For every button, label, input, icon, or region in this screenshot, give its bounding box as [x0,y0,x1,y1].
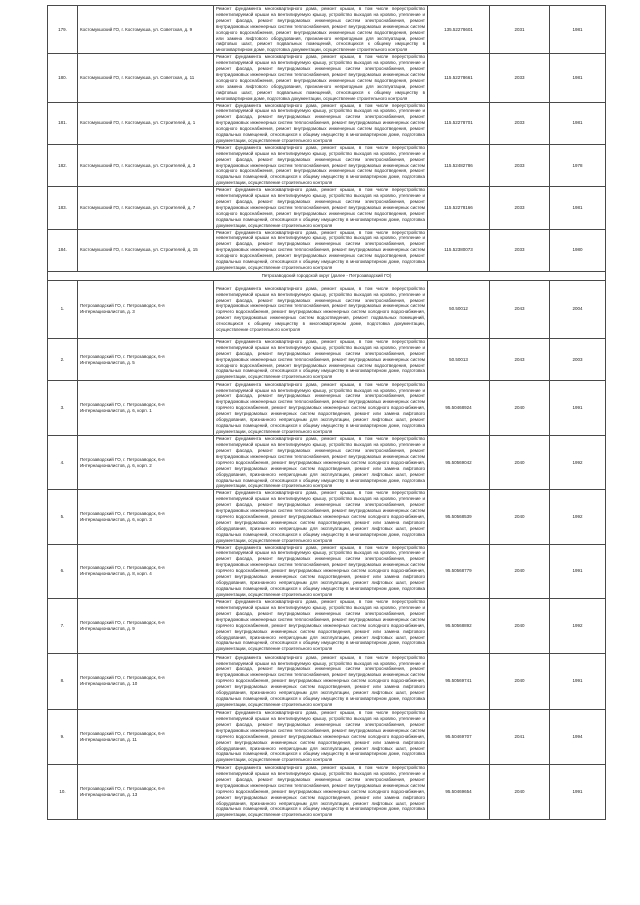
row-plan-year: 2040 [490,381,550,436]
row-built-year: 1981 [550,102,606,144]
row-number: 180. [48,54,78,102]
row-address: Костомукшский ГО, г. Костомукша, ул. Строителей, д. 1 [78,102,214,144]
row-address: Костомукшский ГО, г. Костомукша, ул. Строителей, д. 3 [78,144,214,186]
row-built-year: 1992 [550,598,606,653]
row-works: Ремонт фундамента многоквартирного дома, ремонт крыши, в том числе переустройство невентилируемой крыши на вентилируемую крышу, устройство выходов на кровлю, утепление и ремонт фасада, ремонт внутридомовых инженерных систем электроснабжения, ремонт внутридомовых инженерных систем теплоснабжения, ремонт внутридомовых инженерных систем холодного водоснабжения, ремонт внутридомовых инженерных систем водоотведения, ремонт подвальных помещений, относящихся к общему имуществу в многоквартирном доме, подготовка документации, осуществление строительного контроля [214,144,428,186]
row-number: 4. [48,436,78,490]
row-address: Петрозаводский ГО, г. Петрозаводск, 6-я Интернационалистов, д. 3 [78,280,214,338]
row-address: Петрозаводский ГО, г. Петрозаводск, 6-я Интернационалистов, д. 11 [78,709,214,764]
row-area: 115.52278701 [428,102,490,144]
row-works: Ремонт фундамента многоквартирного дома, ремонт крыши, в том числе переустройство невентилируемой крыши на вентилируемую крышу, устройство выходов на кровлю, утепление и ремонт фасада, ремонт внутридомовых инженерных систем электроснабжения, ремонт внутридомовых инженерных систем теплоснабжения, ремонт внутридомовых инженерных систем горячего водоснабжения, ремонт внутридомовых инженерных систем холодного водоснабжения, ремонт внутридомовых инженерных систем водоотведения, ремонт или замена лифтового оборудования, признанного непригодным для эксплуатации, ремонт лифтовых шахт, ремонт подвальных помещений, относящихся к общему имуществу в многоквартирном доме, подготовка документации, осуществление строительного контроля [214,381,428,436]
table-row [48,338,606,380]
row-works: Ремонт фундамента многоквартирного дома, ремонт крыши, в том числе переустройство невентилируемой крыши на вентилируемую крышу, устройство выходов на кровлю, утепление и ремонт фасада, ремонт внутридомовых инженерных систем электроснабжения, ремонт внутридомовых инженерных систем теплоснабжения, ремонт внутридомовых инженерных систем холодного водоснабжения, ремонт внутридомовых инженерных систем водоотведения, ремонт подвальных помещений, относящихся к общему имуществу в многоквартирном доме, подготовка документации, осуществление строительного контроля [214,102,428,144]
row-works: Ремонт фундамента многоквартирного дома, ремонт крыши, в том числе переустройство невентилируемой крыши на вентилируемую крышу, устройство выходов на кровлю, утепление и ремонт фасада, ремонт внутридомовых инженерных систем электроснабжения, ремонт внутридомовых инженерных систем теплоснабжения, ремонт внутридомовых инженерных систем холодного водоснабжения, ремонт внутридомовых инженерных систем водоотведения, ремонт подвальных помещений, относящихся к общему имуществу в многоквартирном доме, подготовка документации, осуществление строительного контроля [214,229,428,271]
row-area: 115.52278166 [428,187,490,229]
row-area: 50.50013 [428,338,490,380]
table-row [48,54,606,102]
row-works: Ремонт фундамента многоквартирного дома, ремонт крыши, в том числе переустройство невентилируемой крыши на вентилируемую крышу, устройство выходов на кровлю, утепление и ремонт фасада, ремонт внутридомовых инженерных систем электроснабжения, ремонт внутридомовых инженерных систем теплоснабжения, ремонт внутридомовых инженерных систем горячего водоснабжения, ремонт внутридомовых инженерных систем холодного водоснабжения, ремонт внутридомовых инженерных систем водоотведения, ремонт или замена лифтового оборудования, признанного непригодным для эксплуатации, ремонт лифтовых шахт, ремонт подвальных помещений, относящихся к общему имуществу в многоквартирном доме, подготовка документации, осуществление строительного контроля [214,653,428,709]
row-address: Костомукшский ГО, г. Костомукша, ул. Строителей, д. 15 [78,229,214,271]
row-address: Петрозаводский ГО, г. Петрозаводск, 6-я Интернационалистов, д. 10 [78,653,214,709]
row-plan-year: 2031 [490,6,550,54]
row-plan-year: 2040 [490,490,550,544]
row-area: 95.50469707 [428,709,490,764]
row-works: Ремонт фундамента многоквартирного дома, ремонт крыши, в том числе переустройство невентилируемой крыши на вентилируемую крышу, устройство выходов на кровлю, утепление и ремонт фасада, ремонт внутридомовых инженерных систем электроснабжения, ремонт внутридомовых инженерных систем теплоснабжения, ремонт внутридомовых инженерных систем горячего водоснабжения, ремонт внутридомовых инженерных систем холодного водоснабжения, ремонт внутридомовых инженерных систем водоотведения, ремонт или замена лифтового оборудования, признанного непригодным для эксплуатации, ремонт лифтовых шахт, ремонт подвальных помещений, относящихся к общему имуществу в многоквартирном доме, подготовка документации, осуществление строительного контроля [214,598,428,653]
row-built-year: 1981 [550,187,606,229]
table-row [48,280,606,338]
row-area: 135.52278601 [428,6,490,54]
row-area: 95.50468924 [428,381,490,436]
table-row [48,544,606,598]
row-area: 95.50569741 [428,653,490,709]
table-row [48,764,606,819]
table-row [48,144,606,186]
table-body-petrozavodsk [48,280,606,819]
table-row [48,598,606,653]
row-address: Петрозаводский ГО, г. Петрозаводск, 6-я Интернационалистов, д. 9 [78,598,214,653]
row-built-year: 1991 [550,381,606,436]
row-works: Ремонт фундамента многоквартирного дома, ремонт крыши, в том числе переустройство невентилируемой крыши на вентилируемую крышу, устройство выходов на кровлю, утепление и ремонт фасада, ремонт внутридомовых инженерных систем электроснабжения, ремонт внутридомовых инженерных систем теплоснабжения, ремонт внутридомовых инженерных систем холодного водоснабжения, ремонт внутридомовых инженерных систем водоотведения, ремонт подвальных помещений, относящихся к общему имуществу в многоквартирном доме, подготовка документации, осуществление строительного контроля [214,187,428,229]
row-plan-year: 2033 [490,102,550,144]
row-built-year: 1991 [550,544,606,598]
table-row [48,187,606,229]
row-works: Ремонт фундамента многоквартирного дома, ремонт крыши, в том числе переустройство невентилируемой крыши на вентилируемую крышу, устройство выходов на кровлю, утепление и ремонт фасада, ремонт внутридомовых инженерных систем электроснабжения, ремонт внутридомовых инженерных систем теплоснабжения, ремонт внутридомовых инженерных систем горячего водоснабжения, ремонт внутридомовых инженерных систем холодного водоснабжения, ремонт внутридомовых инженерных систем водоотведения, ремонт или замена лифтового оборудования, признанного непригодным для эксплуатации, ремонт лифтовых шахт, ремонт подвальных помещений, относящихся к общему имуществу в многоквартирном доме, подготовка документации, осуществление строительного контроля [214,764,428,819]
row-plan-year: 2033 [490,229,550,271]
row-plan-year: 2033 [490,144,550,186]
row-works: Ремонт фундамента многоквартирного дома, ремонт крыши, в том числе переустройство невентилируемой крыши на вентилируемую крышу, устройство выходов на кровлю, утепление и ремонт фасада, ремонт внутридомовых инженерных систем электроснабжения, ремонт внутридомовых инженерных систем теплоснабжения, ремонт внутридомовых инженерных систем холодного водоснабжения, ремонт внутридомовых инженерных систем водоотведения, ремонт или замена лифтового оборудования, признанного непригодным для эксплуатации, ремонт лифтовых шахт, ремонт подвальных помещений, относящихся к общему имуществу в многоквартирном доме, подготовка документации, осуществление строительного контроля [214,6,428,54]
row-area: 95.50469654 [428,764,490,819]
section-title: Петрозаводский городской округ (далее - Петрозаводский ГО) [48,271,606,280]
row-address: Петрозаводский ГО, г. Петрозаводск, 6-я Интернационалистов, д. 5 [78,338,214,380]
row-number: 8. [48,653,78,709]
row-built-year: 1994 [550,709,606,764]
row-built-year: 2003 [550,338,606,380]
row-plan-year: 2043 [490,338,550,380]
row-built-year: 1981 [550,54,606,102]
row-number: 3. [48,381,78,436]
row-works: Ремонт фундамента многоквартирного дома, ремонт крыши, в том числе переустройство невентилируемой крыши на вентилируемую крышу, устройство выходов на кровлю, утепление и ремонт фасада, ремонт внутридомовых инженерных систем электроснабжения, ремонт внутридомовых инженерных систем теплоснабжения, ремонт внутридомовых инженерных систем холодного водоснабжения, ремонт внутридомовых инженерных систем водоотведения, ремонт подвальных помещений, относящихся к общему имуществу в многоквартирном доме, подготовка документации, осуществление строительного контроля [214,338,428,380]
row-plan-year: 2041 [490,709,550,764]
row-built-year: 1992 [550,436,606,490]
row-area: 115.52380073 [428,229,490,271]
table-body-kostomuksha [48,6,606,272]
row-works: Ремонт фундамента многоквартирного дома, ремонт крыши, в том числе переустройство невентилируемой крыши на вентилируемую крышу, устройство выходов на кровлю, утепление и ремонт фасада, ремонт внутридомовых инженерных систем электроснабжения, ремонт внутридомовых инженерных систем теплоснабжения, ремонт внутридомовых инженерных систем горячего водоснабжения, ремонт внутридомовых инженерных систем холодного водоснабжения, ремонт внутридомовых инженерных систем водоотведения, ремонт или замена лифтового оборудования, признанного непригодным для эксплуатации, ремонт лифтовых шахт, ремонт подвальных помещений, относящихся к общему имуществу в многоквартирном доме, подготовка документации, осуществление строительного контроля [214,490,428,544]
table-row [48,653,606,709]
row-built-year: 1991 [550,653,606,709]
capital-repair-table [47,5,606,820]
row-built-year: 1992 [550,490,606,544]
row-area: 95.50569042 [428,436,490,490]
table-row [48,229,606,271]
table-row [48,436,606,490]
table-row [48,6,606,54]
row-number: 1. [48,280,78,338]
row-address: Костомукшский ГО, г. Костомукша, ул. Строителей, д. 7 [78,187,214,229]
row-number: 181. [48,102,78,144]
row-plan-year: 2040 [490,598,550,653]
row-plan-year: 2040 [490,436,550,490]
row-plan-year: 2040 [490,653,550,709]
row-number: 184. [48,229,78,271]
row-area: 115.52482786 [428,144,490,186]
row-plan-year: 2040 [490,764,550,819]
row-number: 2. [48,338,78,380]
row-number: 9. [48,709,78,764]
row-number: 183. [48,187,78,229]
row-plan-year: 2033 [490,187,550,229]
row-area: 115.52278661 [428,54,490,102]
row-address: Костомукшский ГО, г. Костомукша, ул. Советская, д. 11 [78,54,214,102]
row-address: Петрозаводский ГО, г. Петрозаводск, 6-я Интернационалистов, д. 6, корп. 2 [78,436,214,490]
table-row [48,102,606,144]
row-address: Петрозаводский ГО, г. Петрозаводск, 6-я Интернационалистов, д. 6, корп. 1 [78,381,214,436]
row-plan-year: 2033 [490,54,550,102]
row-works: Ремонт фундамента многоквартирного дома, ремонт крыши, в том числе переустройство невентилируемой крыши на вентилируемую крышу, устройство выходов на кровлю, утепление и ремонт фасада, ремонт внутридомовых инженерных систем электроснабжения, ремонт внутридомовых инженерных систем теплоснабжения, ремонт внутридомовых инженерных систем холодного водоснабжения, ремонт внутридомовых инженерных систем водоотведения, ремонт или замена лифтового оборудования, признанного непригодным для эксплуатации, ремонт лифтовых шахт, ремонт подвальных помещений, относящихся к общему имуществу в многоквартирном доме, подготовка документации, осуществление строительного контроля [214,54,428,102]
row-built-year: 1981 [550,6,606,54]
row-works: Ремонт фундамента многоквартирного дома, ремонт крыши, в том числе переустройство невентилируемой крыши на вентилируемую крышу, устройство выходов на кровлю, утепление и ремонт фасада, ремонт внутридомовых инженерных систем электроснабжения, ремонт внутридомовых инженерных систем теплоснабжения, ремонт внутридомовых инженерных систем горячего водоснабжения, ремонт внутридомовых инженерных систем холодного водоснабжения, ремонт внутридомовых инженерных систем водоотведения, ремонт или замена лифтового оборудования, признанного непригодным для эксплуатации, ремонт лифтовых шахт, ремонт подвальных помещений, относящихся к общему имуществу в многоквартирном доме, подготовка документации, осуществление строительного контроля [214,709,428,764]
row-area: 95.50568892 [428,598,490,653]
row-works: Ремонт фундамента многоквартирного дома, ремонт крыши, в том числе переустройство невентилируемой крыши на вентилируемую крышу, устройство выходов на кровлю, утепление и ремонт фасада, ремонт внутридомовых инженерных систем электроснабжения, ремонт внутридомовых инженерных систем теплоснабжения, ремонт внутридомовых инженерных систем горячего водоснабжения, ремонт внутридомовых инженерных систем холодного водоснабжения, ремонт внутридомовых инженерных систем водоотведения, ремонт или замена лифтового оборудования, признанного непригодным для эксплуатации, ремонт лифтовых шахт, ремонт подвальных помещений, относящихся к общему имуществу в многоквартирном доме, подготовка документации, осуществление строительного контроля [214,436,428,490]
row-works: Ремонт фундамента многоквартирного дома, ремонт крыши, в том числе переустройство невентилируемой крыши на вентилируемую крышу, устройство выходов на кровлю, утепление и ремонт фасада, ремонт внутридомовых инженерных систем электроснабжения, ремонт внутридомовых инженерных систем теплоснабжения, ремонт внутридомовых инженерных систем горячего водоснабжения, ремонт внутридомовых инженерных систем холодного водоснабжения, ремонт внутридомовых инженерных систем водоотведения, ремонт или замена лифтового оборудования, признанного непригодным для эксплуатации, ремонт лифтовых шахт, ремонт подвальных помещений, относящихся к общему имуществу в многоквартирном доме, подготовка документации, осуществление строительного контроля [214,544,428,598]
row-number: 5. [48,490,78,544]
row-plan-year: 2040 [490,544,550,598]
row-built-year: 1980 [550,229,606,271]
row-address: Петрозаводский ГО, г. Петрозаводск, 6-я Интернационалистов, д. 13 [78,764,214,819]
row-number: 10. [48,764,78,819]
table-row [48,490,606,544]
row-area: 50.50012 [428,280,490,338]
row-address: Петрозаводский ГО, г. Петрозаводск, 6-я Интернационалистов, д. 8, корп. 4 [78,544,214,598]
row-built-year: 1978 [550,144,606,186]
row-area: 95.50568779 [428,544,490,598]
row-works: Ремонт фундамента многоквартирного дома, ремонт крыши, в том числе переустройство невентилируемой крыши на вентилируемую крышу, устройство выходов на кровлю, утепление и ремонт фасада, ремонт внутридомовых инженерных систем электроснабжения, ремонт внутридомовых инженерных систем теплоснабжения, ремонт внутридомовых инженерных систем горячего водоснабжения, ремонт внутридомовых инженерных систем холодного водоснабжения, ремонт внутридомовых инженерных систем водоотведения, ремонт подвальных помещений, относящихся к общему имуществу в многоквартирном доме, подготовка документации, осуществление строительного контроля [214,280,428,338]
table-row [48,709,606,764]
row-number: 179. [48,6,78,54]
row-plan-year: 2043 [490,280,550,338]
row-built-year: 2004 [550,280,606,338]
row-area: 95.50568539 [428,490,490,544]
table-section-row [48,271,606,280]
row-address: Петрозаводский ГО, г. Петрозаводск, 6-я Интернационалистов, д. 6, корп. 3 [78,490,214,544]
row-address: Костомукшский ГО, г. Костомукша, ул. Советская, д. 9 [78,6,214,54]
row-number: 7. [48,598,78,653]
row-number: 182. [48,144,78,186]
row-built-year: 1991 [550,764,606,819]
table-row [48,381,606,436]
row-number: 6. [48,544,78,598]
